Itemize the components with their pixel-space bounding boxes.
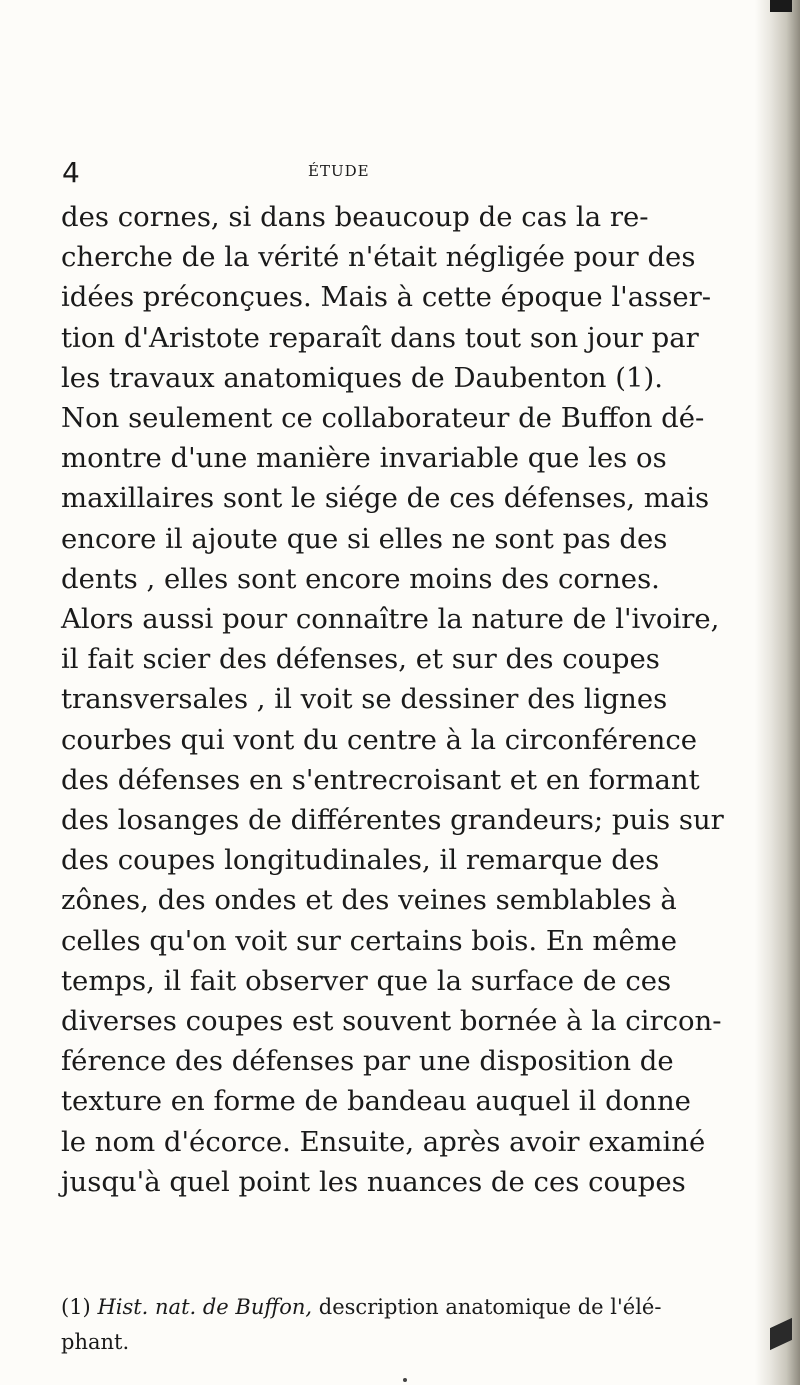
footnote-source: Hist. nat. de Buffon, [97, 1295, 313, 1319]
text-line: des défenses en s'entrecroisant et en formant [61, 763, 700, 796]
text-line: celles qu'on voit sur certains bois. En même [61, 924, 678, 957]
footnote-line [61, 1290, 662, 1325]
text-line: cherche de la vérité n'était négligée pour des [61, 241, 696, 274]
text-line: courbes qui vont du centre à la circonférence [61, 723, 697, 756]
text-line: idées préconçues. Mais à cette époque l'asser- [61, 281, 712, 314]
printing-speck [403, 1378, 407, 1382]
text-line: Alors aussi pour connaître la nature de l'ivoire, [61, 603, 720, 636]
page-edge-shadow [755, 0, 800, 1385]
running-head [62, 156, 622, 189]
footnote-text: description anatomique de l'élé- [318, 1295, 662, 1319]
text-line: jusqu'à quel point les nuances de ces coupes [61, 1165, 686, 1198]
text-line: des losanges de différentes grandeurs; puis sur [61, 804, 724, 837]
text-line: Non seulement ce collaborateur de Buffon dé- [61, 402, 705, 435]
text-line: férence des défenses par une disposition de [61, 1045, 674, 1078]
text-line: maxillaires sont le siége de ces défenses, mais [61, 482, 710, 515]
text-line: des cornes, si dans beaucoup de cas la re- [61, 201, 649, 233]
text-line: dents , elles sont encore moins des cornes. [61, 562, 660, 595]
running-title: ÉTUDE [308, 162, 370, 180]
text-line: texture en forme de bandeau auquel il donne [61, 1085, 691, 1118]
text-line: des coupes longitudinales, il remarque des [61, 844, 660, 877]
text-line: montre d'une manière invariable que les os [61, 442, 667, 475]
text-line: il fait scier des défenses, et sur des coupes [61, 643, 660, 676]
text-line: transversales , il voit se dessiner des lignes [61, 683, 668, 716]
footnote-marker: (1) [61, 1295, 91, 1319]
page-number: 4 [62, 156, 80, 189]
text-line: les travaux anatomiques de Daubenton (1). [61, 361, 663, 394]
page-edge-mark [770, 0, 792, 12]
text-line: tion d'Aristote reparaît dans tout son jour par [61, 321, 699, 354]
body-paragraph [61, 197, 724, 1202]
text-line: encore il ajoute que si elles ne sont pas des [61, 522, 668, 555]
text-line: temps, il fait observer que la surface de ces [61, 964, 672, 997]
text-line: zônes, des ondes et des veines semblables à [61, 884, 677, 917]
footnote-continuation: phant. [61, 1330, 130, 1354]
footnote [61, 1290, 662, 1360]
text-line: le nom d'écorce. Ensuite, après avoir examiné [61, 1125, 706, 1158]
text-line: diverses coupes est souvent bornée à la circon- [61, 1005, 722, 1038]
